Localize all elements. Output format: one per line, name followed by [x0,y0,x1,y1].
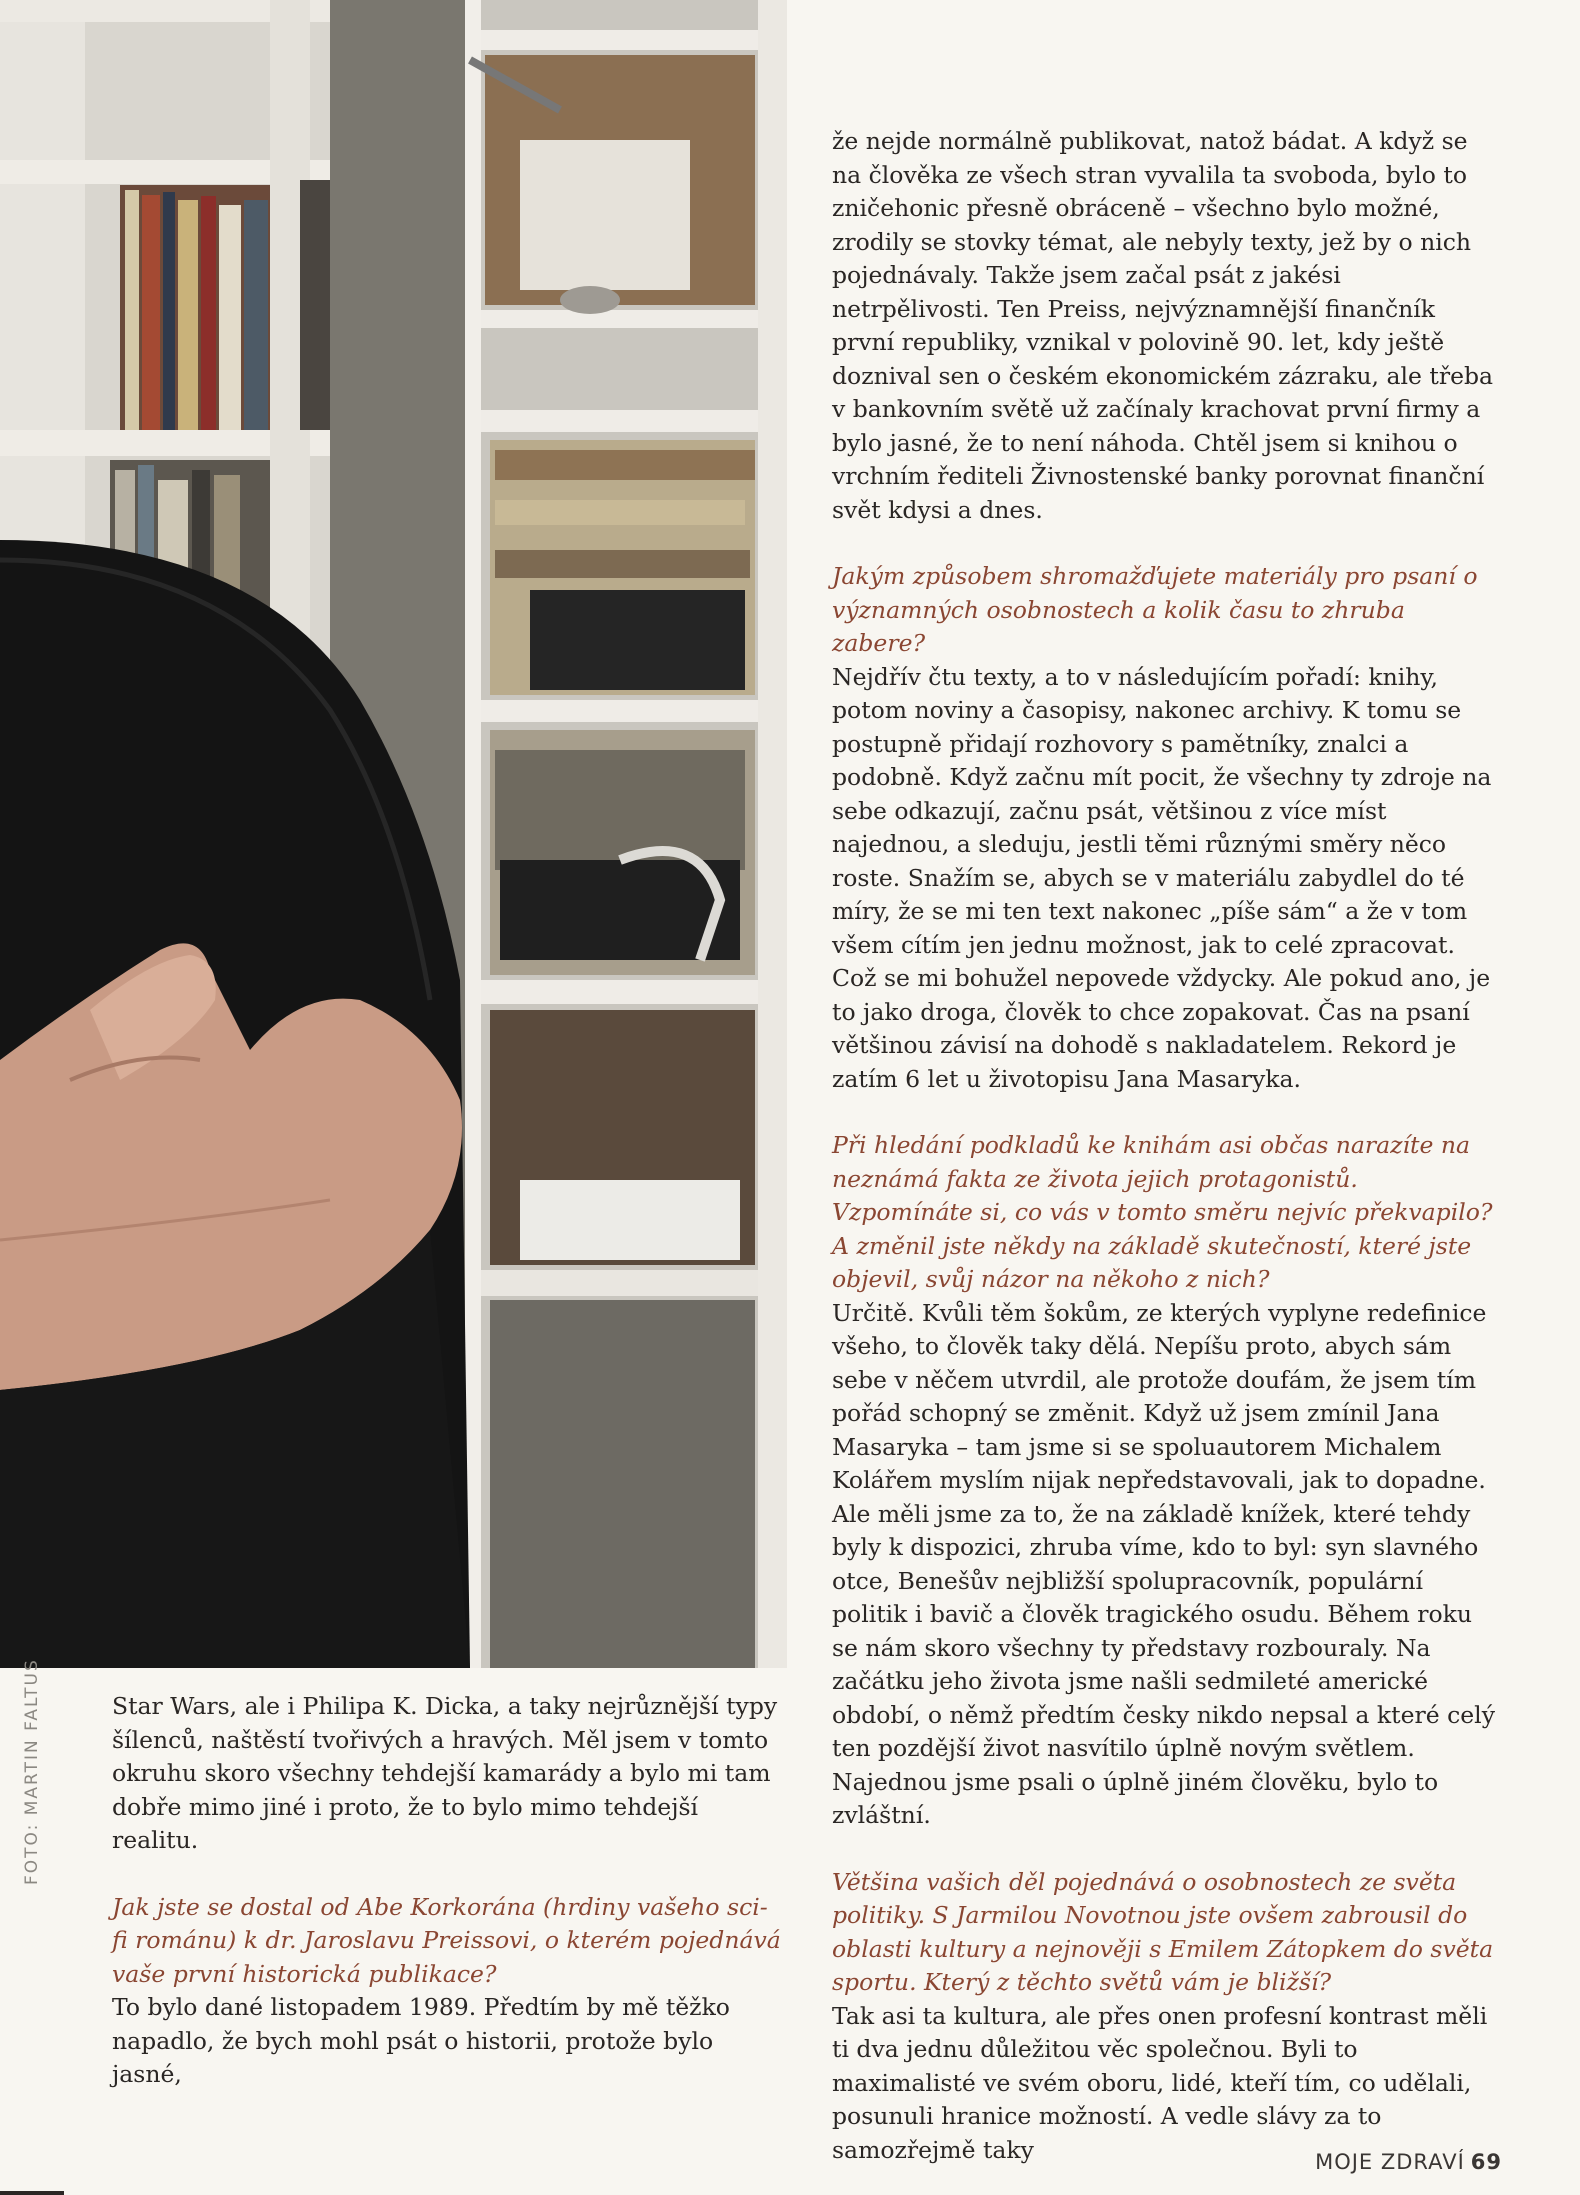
paragraph: Tak asi ta kultura, ale přes onen profesní kontrast měli ti dva jednu důležitou věc společnou. Byli to maximalisté ve svém oboru, lidé, kteří tím, co udělali, posunuli hranice možností. A vedle slávy za to samozřejmě taky [832,2001,1488,2164]
page-footer [1315,2150,1502,2174]
interview-question: Jak jste se dostal od Abe Korkorána (hrdiny vašeho sci-fi románu) k dr. Jaroslavu Preissovi, o kterém pojednává vaše první historická publikace? [112,1892,781,1988]
interview-question: Většina vašich děl pojednává o osobnostech ze světa politiky. S Jarmilou Novotnou jste ovšem zabrousil do oblasti kultury a nejnověji s Emilem Zátopkem do světa sportu. Který z těchto světů vám je bližší? [832,1867,1494,1996]
paragraph: Určitě. Kvůli těm šokům, ze kterých vyplyne redefinice všeho, to člověk taky dělá. Nepíšu proto, abych sám sebe v něčem utvrdil, ale protože doufám, že jsem tím pořád schopný se změnit. Když už jsem zmínil Jana Masaryka – tam jsme si se spoluautorem Michalem Kolářem myslím nijak nepředstavovali, jak to dopadne. Ale měli jsme za to, že na základě knížek, které tehdy byly k dispozici, zhruba víme, kdo to byl: syn slavného otce, Benešův nejbližší spolupracovník, populární politik i bavič a člověk tragického osudu. Během roku se nám skoro všechny ty představy rozbouraly. Na začátku jeho života jsme našli sedmileté americké období, o němž předtím česky nikdo nepsal a které celý ten pozdější život nasvítilo úplně novým světlem. Najednou jsme psali o úplně jiném člověku, bylo to zvláštní. [832,1298,1495,1829]
left-column [112,1690,782,2092]
interview-question: Při hledání podkladů ke knihám asi občas narazíte na neznámá fakta ze života jejich protagonistů. Vzpomínáte si, co vás v tomto směru nejvíc překvapilo? A změnil jste někdy na základě skutečností, které jste objevil, svůj názor na někoho z nich? [832,1131,1493,1293]
page-number: 69 [1470,2150,1502,2174]
page-edge-rule [0,2191,64,2195]
photo-credit: FOTO: MARTIN FALTUS [22,1658,42,1885]
paragraph: Star Wars, ale i Philipa K. Dicka, a taky nejrůznější typy šílenců, naštěstí tvořivých a hravých. Měl jsem v tomto okruhu skoro všechny tehdejší kamarády a bylo mi tam dobře mimo jiné i proto, že to bylo mimo tehdejší realitu. [112,1692,778,1854]
interview-question: Jakým způsobem shromažďujete materiály pro psaní o významných osobnostech a kolik času to zhruba zabere? [832,562,1478,657]
paragraph: To bylo dané listopadem 1989. Předtím by mě těžko napadlo, že bych mohl psát o historii, protože bylo jasné, [112,1993,730,2088]
magazine-name: MOJE ZDRAVÍ [1315,2150,1465,2174]
portrait-photo [0,0,787,1668]
right-column [832,125,1502,2167]
paragraph: Nejdřív čtu texty, a to v následujícím pořadí: knihy, potom noviny a časopisy, nakonec archivy. K tomu se postupně přidají rozhovory s pamětníky, znalci a podobně. Když začnu mít pocit, že všechny ty zdroje na sebe odkazují, začnu psát, většinou z více míst najednou, a sleduju, jestli těmi různými směry něco roste. Snažím se, abych se v materiálu zabydlel do té míry, že se mi ten text nakonec „píše sám“ a že v tom všem cítím jen jednu možnost, jak to celé zpracovat. Což se mi bohužel nepovede vždycky. Ale pokud ano, je to jako droga, člověk to chce zopakovat. Čas na psaní většinou závisí na dohodě s nakladatelem. Rekord je zatím 6 let u životopisu Jana Masaryka. [832,662,1492,1093]
paragraph: že nejde normálně publikovat, natož bádat. A když se na člověka ze všech stran vyvalila ta svoboda, bylo to zničehonic přesně obráceně – všechno bylo možné, zrodily se stovky témat, ale nebyly texty, jež by o nich pojednávaly. Takže jsem začal psát z jakési netrpělivosti. Ten Preiss, nejvýznamnější finančník první republiky, vznikal v polovině 90. let, kdy ještě doznival sen o českém ekonomickém zázraku, ale třeba v bankovním světě už začínaly krachovat první firmy a bylo jasné, že to není náhoda. Chtěl jsem si knihou o vrchním řediteli Živnostenské banky porovnat finanční svět kdysi a dnes. [832,127,1494,524]
